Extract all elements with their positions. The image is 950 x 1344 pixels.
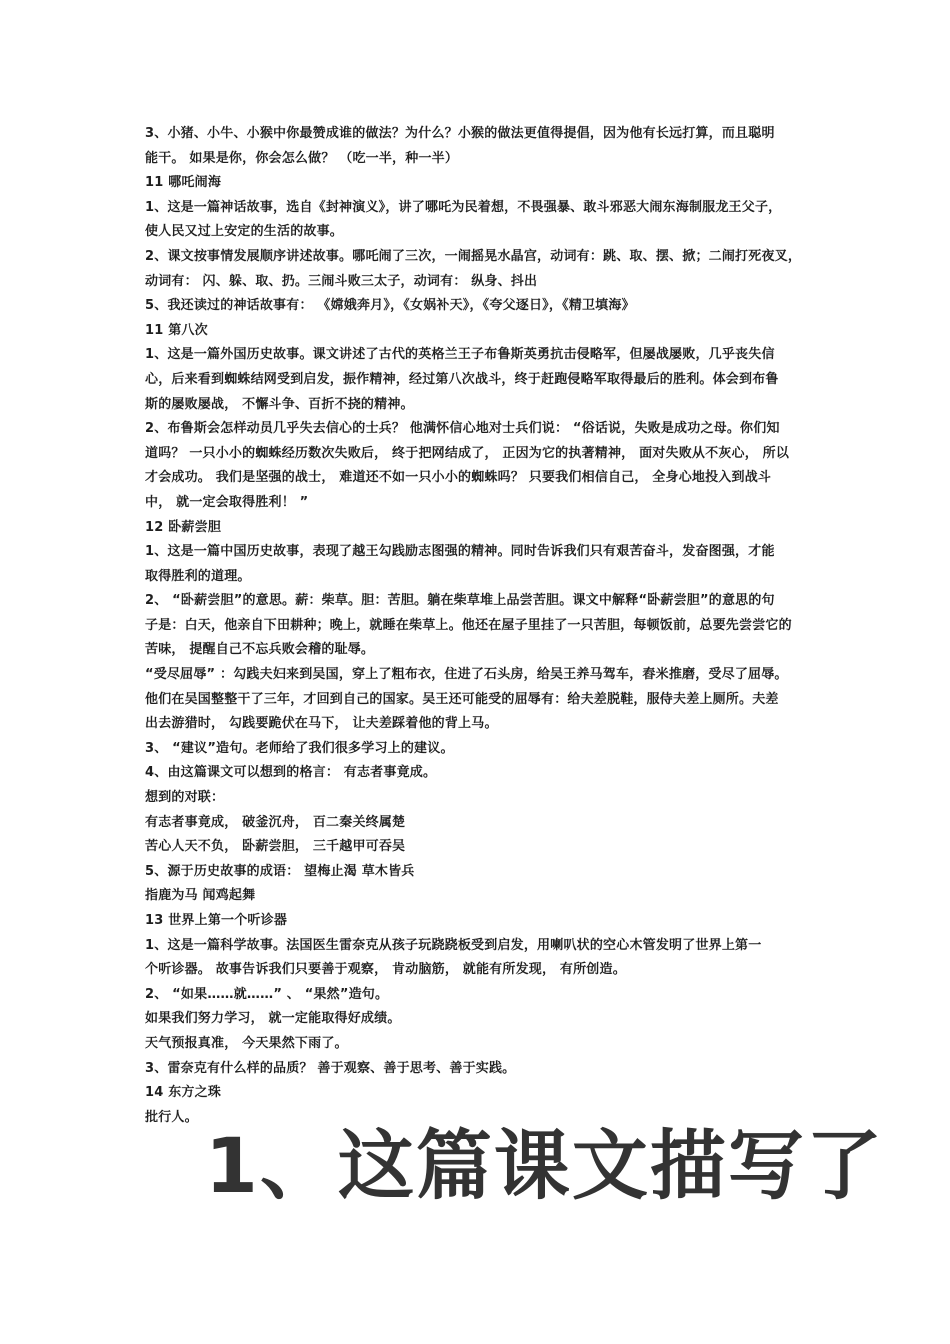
text-line: 14 东方之珠 [145,1085,222,1101]
text-line: 2、布鲁斯会怎样动员几乎失去信心的士兵？ 他满怀信心地对士兵们说： “俗话说，失败是成功之母。你们知 [145,421,780,437]
text-line: 11 第八次 [145,322,208,338]
text-line: 13 世界上第一个听诊器 [145,913,288,928]
text-line: 1、这是一篇神话故事，选自《封神演义》，讲了哪吒为民着想，不畏强暴、敢斗邪恶大闹东海制服龙王父子， [145,199,782,215]
text-line: 批行人。 [145,1109,198,1125]
text-line: 1、这是一篇中国历史故事，表现了越王勾践励志图强的精神。同时告诉我们只有艰苦奋斗，发奋图强，才能 [145,544,775,560]
text-line: 有志者事竟成， 破釜沉舟， 百二秦关终属楚 [145,814,406,830]
text-line: 动词有： 闪、躲、取、扔。三闹斗败三太子，动词有： 纵身、抖出 [145,273,538,289]
text-line: 3、雷奈克有什么样的品质？ 善于观察、善于思考、善于实践。 [145,1060,516,1076]
text-line: 斯的屡败屡战， 不懈斗争、百折不挠的精神。 [145,396,414,412]
text-line: 使人民又过上安定的生活的故事。 [145,224,344,240]
text-line: 他们在吴国整整干了三年，才回到自己的国家。吴王还可能受的屈辱有：给夫差脱鞋，服侍夫差上厕所。夫差 [145,691,779,707]
text-line: 5、我还读过的神话故事有： 《嫦娥奔月》，《女娲补天》，《夸父逐日》，《精卫填海》 [145,298,635,314]
large-heading: 1、这篇课文描写了 [205,1121,884,1210]
text-line: 能干。 如果是你，你会怎么做？ （吃一半，种一半） [145,150,459,166]
text-line: 2、课文按事情发展顺序讲述故事。哪吒闹了三次，一闹摇晃水晶宫，动词有：跳、取、摆、掀；二闹打死夜叉， [145,248,802,264]
text-line: 出去游猎时， 勾践要跪伏在马下， 让夫差踩着他的背上马。 [145,716,498,732]
text-line: 个听诊器。 故事告诉我们只要善于观察， 肯动脑筋， 就能有所发现， 有所创造。 [145,962,626,978]
text-line: “受尽屈辱” ：勾践夫妇来到吴国，穿上了粗布衣，住进了石头房，给吴王养马驾车，舂米推磨，受尽了屈辱。 [145,667,788,683]
text-line: 5、源于历史故事的成语： 望梅止渴 草木皆兵 [145,863,415,879]
text-line: 才会成功。 我们是坚强的战士， 难道还不如一只小小的蜘蛛吗？ 只要我们相信自己， 全身心地投入到战斗 [145,470,772,486]
text-line: 11 哪吒闹海 [145,175,222,191]
text-line: 4、由这篇课文可以想到的格言： 有志者事竟成。 [145,765,437,781]
text-line: 2、 “卧薪尝胆”的意思。薪：柴草。胆：苦胆。躺在柴草堆上品尝苦胆。课文中解释“卧薪尝胆”的意思的句 [145,593,775,609]
text-line: 指鹿为马 闻鸡起舞 [145,888,256,904]
text-line: 如果我们努力学习， 就一定能取得好成绩。 [145,1011,401,1027]
text-line: 心，后来看到蜘蛛结网受到启发，振作精神，经过第八次战斗，终于赶跑侵略军取得最后的胜利。体会到布鲁 [145,371,779,387]
text-line: 苦味， 提醒自己不忘兵败会稽的耻辱。 [145,642,375,658]
text-line: 想到的对联： [145,790,225,806]
text-line: 天气预报真准， 今天果然下雨了。 [145,1035,348,1051]
text-line: 3、 “建议”造句。老师给了我们很多学习上的建议。 [145,740,454,756]
text-line: 子是：白天，他亲自下田耕种；晚上，就睡在柴草上。他还在屋子里挂了一只苦胆，每顿饭前，总要先尝尝它的 [145,617,792,633]
text-line: 1、这是一篇科学故事。法国医生雷奈克从孩子玩跷跷板受到启发，用喇叭状的空心木管发明了世界上第一 [145,937,762,953]
text-line: 道吗？ 一只小小的蜘蛛经历数次失败后， 终于把网结成了， 正因为它的执著精神， 面对失败从不灰心， 所以 [145,445,790,461]
text-line: 1、这是一篇外国历史故事。课文讲述了古代的英格兰王子布鲁斯英勇抗击侵略军，但屡战屡败，几乎丧失信 [145,347,775,363]
text-line: 苦心人天不负， 卧薪尝胆， 三千越甲可吞吴 [145,839,406,855]
text-line: 2、 “如果……就……” 、 “果然”造句。 [145,986,389,1002]
text-line: 中， 就一定会取得胜利！ ” [145,494,309,510]
text-line: 3、小猪、小牛、小猴中你最赞成谁的做法？为什么？小猴的做法更值得提倡，因为他有长远打算，而且聪明 [145,126,775,141]
document-body [145,122,813,1130]
text-line: 12 卧薪尝胆 [145,519,222,535]
text-line: 取得胜利的道理。 [145,568,251,584]
